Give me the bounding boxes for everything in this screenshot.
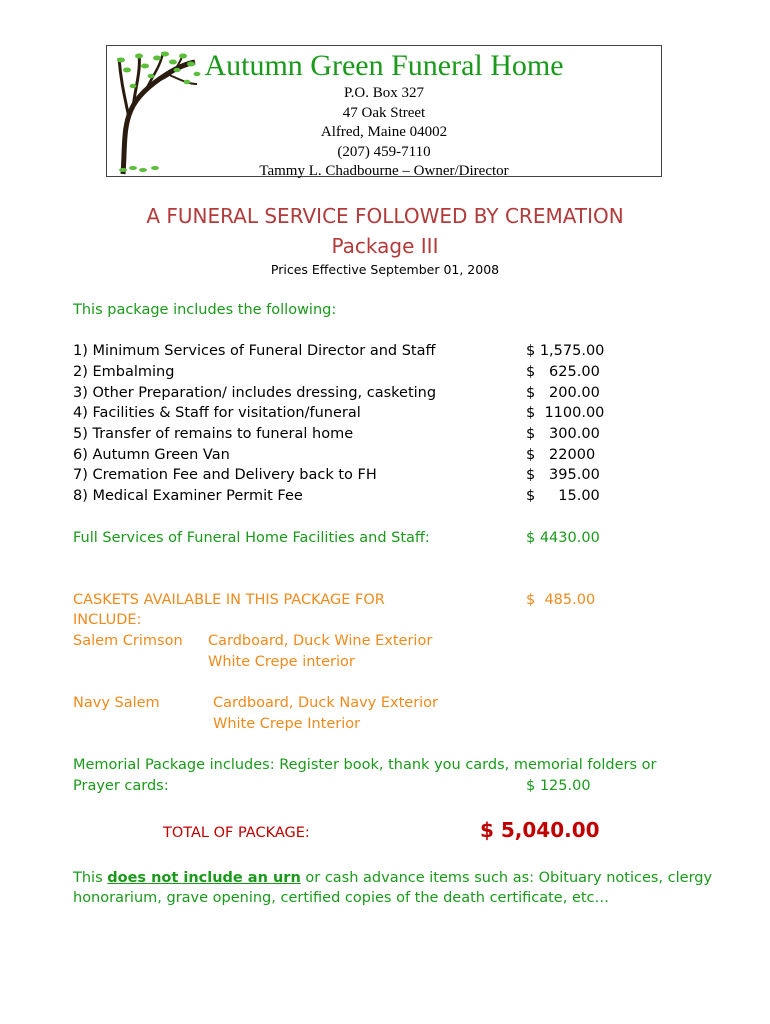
casket-desc-salem: Cardboard, Duck Wine Exterior — [208, 633, 433, 649]
casket-interior-navy: White Crepe Interior — [213, 716, 361, 732]
footer-note-cont: honorarium, grave opening, certified copies of the death certificate, etc… — [73, 890, 610, 906]
phone-number: (207) 459-7110 — [337, 143, 431, 160]
business-name: Autumn Green Funeral Home — [204, 49, 564, 82]
page-title: A FUNERAL SERVICE FOLLOWED BY CREMATION — [146, 204, 624, 228]
item-price: $ 395.00 — [526, 467, 600, 483]
casket-name-navy: Navy Salem — [73, 695, 160, 711]
casket-name-salem: Salem Crimson — [73, 633, 183, 649]
item-price: $ 200.00 — [526, 385, 600, 401]
total-price: $ 5,040.00 — [480, 818, 600, 842]
address-city: Alfred, Maine 04002 — [320, 124, 448, 140]
package-name: Package III — [331, 234, 439, 258]
full-services-label: Full Services of Funeral Home Facilities and Staff: — [73, 530, 430, 546]
footer-post: or cash advance items such as: Obituary notices, clergy — [300, 870, 713, 886]
item-label: 6) Autumn Green Van — [73, 447, 230, 463]
footer-pre: This — [73, 870, 108, 886]
item-label: 8) Medical Examiner Permit Fee — [73, 488, 303, 504]
memorial-text-cont: Prayer cards: — [73, 778, 169, 794]
item-label: 2) Embalming — [73, 364, 175, 380]
item-price: $ 625.00 — [526, 364, 600, 380]
owner-line: Tammy L. Chadbourne – Owner/Director — [259, 163, 509, 179]
prices-effective: Prices Effective September 01, 2008 — [270, 262, 500, 277]
full-services-price: $ 4430.00 — [526, 530, 600, 546]
casket-desc-navy: Cardboard, Duck Navy Exterior — [213, 695, 439, 711]
item-price: $ 22000 — [526, 447, 596, 463]
item-label: 1) Minimum Services of Funeral Director and Staff — [73, 343, 436, 359]
caskets-price: $ 485.00 — [526, 592, 596, 608]
caskets-heading: CASKETS AVAILABLE IN THIS PACKAGE FOR — [73, 592, 385, 608]
memorial-price: $ 125.00 — [526, 778, 591, 794]
item-price: $ 300.00 — [526, 426, 600, 442]
casket-interior-salem: White Crepe interior — [208, 654, 355, 670]
item-label: 3) Other Preparation/ includes dressing, casketing — [73, 385, 437, 401]
item-price: $ 1100.00 — [526, 405, 605, 421]
footer-emphasis: does not include an urn — [107, 870, 301, 886]
caskets-heading-cont: INCLUDE: — [73, 612, 142, 628]
item-price: $ 1,575.00 — [526, 343, 605, 359]
total-label: TOTAL OF PACKAGE: — [163, 825, 310, 841]
footer-note — [73, 870, 712, 886]
address-street: 47 Oak Street — [342, 104, 426, 121]
letterhead-text — [107, 46, 661, 182]
item-label: 5) Transfer of remains to funeral home — [73, 426, 354, 442]
address-po-box: P.O. Box 327 — [343, 85, 425, 101]
item-label: 7) Cremation Fee and Delivery back to FH — [73, 467, 377, 483]
letterhead — [106, 45, 662, 177]
intro-text: This package includes the following: — [73, 302, 337, 318]
item-label: 4) Facilities & Staff for visitation/funeral — [73, 405, 361, 421]
memorial-text: Memorial Package includes: Register book, thank you cards, memorial folders or — [73, 757, 657, 773]
item-price: $ 15.00 — [526, 488, 600, 504]
